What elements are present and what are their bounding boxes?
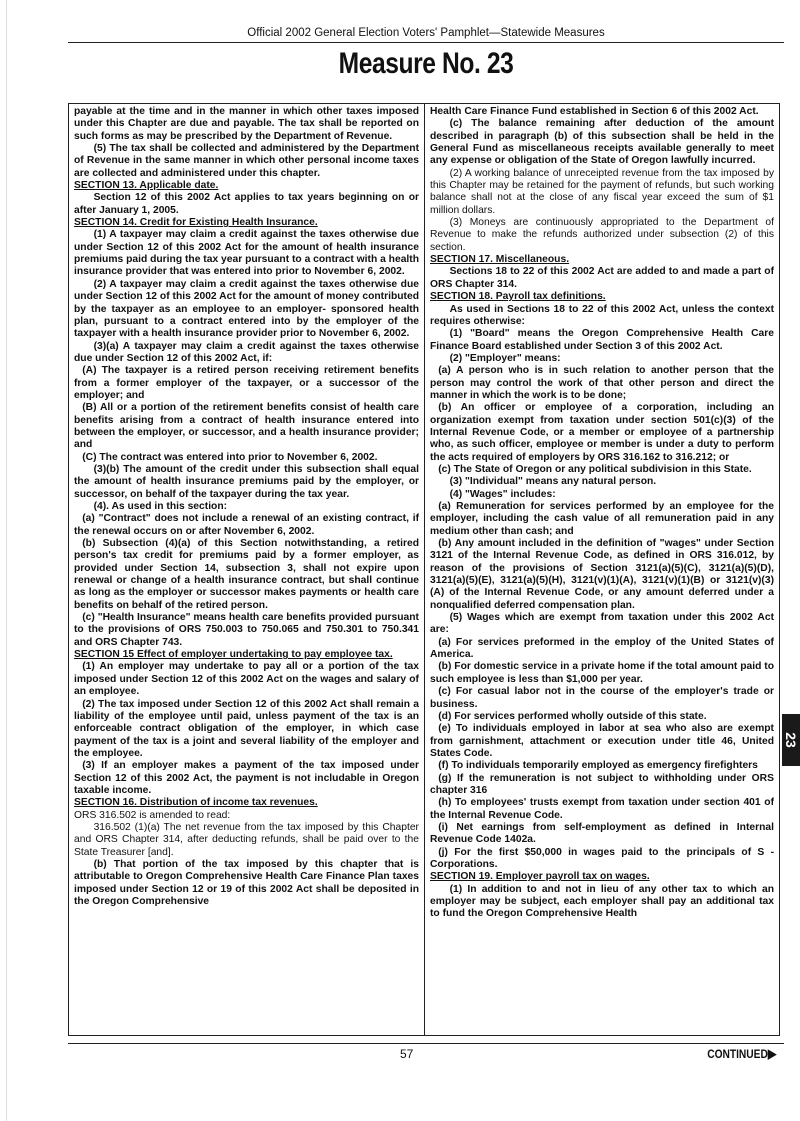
left-column [74,106,419,1032]
measure-side-tab [782,714,800,766]
paragraph: (4). As used in this section: [93,501,228,512]
paragraph: As used in Sections 18 to 22 of this 2002 Act, unless the context requires otherwise: [430,303,774,327]
page-number: 57 [400,1047,414,1061]
paragraph: (1) In addition to and not in lieu of any other tax to which an employer may be subject, each employer shall pay an additional tax to fund the Oregon Comprehensive Health [430,883,774,920]
paragraph: (B) All or a portion of the retirement benefits consist of health care benefits arising from a contract of health insurance entered into between the employer, or successor, and a health insurance provider; and [74,402,419,451]
continued-text: CONTINUED [706,1047,768,1061]
paragraph: Health Care Finance Fund established in Section 6 of this 2002 Act. [430,106,759,117]
paragraph: (c) The State of Oregon or any political subdivision in this State. [438,463,752,475]
measure-title: Measure No. 23 [338,47,514,80]
paragraph: (d) For services performed wholly outside of this state. [438,710,707,722]
paragraph: (b) That portion of the tax imposed by this chapter that is attributable to Oregon Comprehensive Health Care Finance Plan taxes imposed under Section 12 or 19 of this 2002 Act shall be deposited in the Oregon Comprehensive [74,858,419,907]
paragraph: Sections 18 to 22 of this 2002 Act are added to and made a part of ORS Chapter 314. [430,266,774,290]
paragraph: ORS 316.502 is amended to read: [74,809,231,821]
paragraph: SECTION 15 Effect of employer undertaking to pay employee tax. [74,649,393,661]
paragraph: SECTION 19. Employer payroll tax on wages. [430,871,650,883]
paragraph: (a) A person who is in such relation to another person that the person may control the work of that other person and direct the manner in which the work is to be done; [430,365,774,401]
column-divider [424,103,425,1036]
side-tab-label: 23 [783,732,799,748]
paragraph: (c) "Health Insurance" means health care benefits provided pursuant to the provisions of ORS 750.003 to 750.065 and 750.301 to 750.341 and ORS Chapter 743. [74,612,419,648]
paragraph: (c) The balance remaining after deduction of the amount described in paragraph (b) of this subsection shall be held in the General Fund as miscellaneous receipts available generally to meet any expense or obligation of the State of Oregon lawfully incurred. [430,118,774,167]
paragraph: (3) Moneys are continuously appropriated to the Department of Revenue to make the refunds authorized under subsection (2) of this section. [430,217,774,253]
paragraph: (a) "Contract" does not include a renewal of an existing contract, if the renewal occurs on or after November 6, 2002. [74,513,419,537]
paragraph: (3) If an employer makes a payment of the tax imposed under Section 12 of this 2002 Act, the payment is not includable in Oregon taxable income. [74,760,419,796]
paragraph: (b) Any amount included in the definition of "wages" under Section 3121 of the Internal Revenue Code, as defined in ORS 316.012, by reason of the provisions of Section 3121(a)(5)(C), 3121(a)(5)(D), 3121(a)(5)(E), 3121(a)(5)(H), 3121(v)(1)(A), 3121(v)(1)(B) or 3121(v)(3)(A) of the Internal Revenue Code, or any amount deferred under a nonqualified deferred compensation plan. [430,538,774,611]
paragraph: (1) "Board" means the Oregon Comprehensive Health Care Finance Board established under Section 3 of this 2002 Act. [430,328,774,352]
footer-rule [68,1043,784,1044]
paragraph: (2) "Employer" means: [449,352,561,364]
paragraph: (a) For services preformed in the employ of the United States of America. [430,636,774,661]
paragraph: SECTION 14. Credit for Existing Health Insurance. [74,217,318,229]
paragraph: (b) An officer or employee of a corporation, including an organization exempt from taxation under section 501(c)(3) of the Internal Revenue Code, or a member or employee of a partnership who, as such officer, employee or member is under a duty to perform the acts required of employers by ORS 316.162 to 316.212; or [430,402,774,463]
paragraph: (c) For casual labor not in the course of the employer's trade or business. [430,686,774,710]
paragraph: (i) Net earnings from self-employment as defined in Internal Revenue Code 1402a. [430,821,774,846]
scan-edge [6,0,7,1121]
header-rule [68,42,784,43]
paragraph: SECTION 16. Distribution of income tax revenues. [74,797,318,809]
running-header: Official 2002 General Election Voters' Pamphlet—Statewide Measures [247,27,605,39]
paragraph: (a) Remuneration for services performed by an employee for the employer, including the cash value of all remuneration paid in any medium other than cash; and [430,501,774,537]
paragraph: (e) To individuals employed in labor at sea who also are exempt from garnishment, attachment or execution under title 46, United States Code. [430,723,774,759]
paragraph: SECTION 17. Miscellaneous. [430,254,570,266]
paragraph: (3)(b) The amount of the credit under this subsection shall equal the amount of health insurance premiums paid by the employer, or successor, on behalf of the taxpayer during the tax year. [74,463,419,500]
paragraph: (3)(a) A taxpayer may claim a credit against the taxes otherwise due under Section 12 of this 2002 Act, if: [74,340,419,364]
paragraph: (j) For the first $50,000 in wages paid to the principals of S -Corporations. [430,846,774,870]
paragraph: Section 12 of this 2002 Act applies to tax years beginning on or after January 1, 2005. [74,192,419,216]
paragraph: (1) An employer may undertake to pay all or a portion of the tax imposed under Section 12 of this 2002 Act on the wages and salary of an employee. [74,661,419,698]
paragraph: (2) The tax imposed under Section 12 of this 2002 Act shall remain a liability of the employee until paid, unless payment of the tax is an enforceable contract obligation of the employer, in which case payment of the tax is a joint and several liability of the employer and the employee. [74,698,419,759]
paragraph: (f) To individuals temporarily employed as emergency firefighters [438,760,758,772]
paragraph: (A) The taxpayer is a retired person receiving retirement benefits from a former employer of the taxpayer, or a successor of the employer; and [74,365,419,401]
paragraph: (g) If the remuneration is not subject to withholding under ORS chapter 316 [430,772,774,796]
paragraph: (2) A working balance of unreceipted revenue from the tax imposed by this Chapter may be retained for the payment of refunds, but such working balance shall not at the close of any fiscal year exceed the sum of $1 million dollars. [430,167,774,216]
paragraph: (1) A taxpayer may claim a credit against the taxes otherwise due under Section 12 of this 2002 Act for the amount of health insurance premiums paid during the tax year pursuant to a contract with a health insurance provider that was entered into prior to November 6, 2002. [74,229,419,278]
continued-arrow-icon: ▶ [767,1046,776,1061]
paragraph: payable at the time and in the manner in which other taxes imposed under this Chapter are due and payable. The tax shall be reported on such forms as may be prescribed by the Department of Revenue. [74,106,419,142]
paragraph: (b) Subsection (4)(a) of this Section notwithstanding, a retired person's tax credit for premiums paid by a former employer, as provided under Section 14, subsection 3, shall not expire upon renewal or change of a health insurance contract, but shall continue as long as the employer or successor makes payments or health care benefits on behalf of the retired person. [74,538,419,611]
paragraph: (5) The tax shall be collected and administered by the Department of Revenue in the same manner in which other personal income taxes are collected and administered under this chapter. [74,143,419,179]
continued-label [707,1046,776,1062]
paragraph: SECTION 18. Payroll tax definitions. [430,291,606,303]
paragraph: (2) A taxpayer may claim a credit against the taxes otherwise due under Section 12 of this 2002 Act for the amount of money contributed by the taxpayer as an employee to an employer- sponsored health plan, pursuant to a contract entered into by the employer of the taxpayer with a health insurance provider prior to November 6, 2002. [74,278,419,340]
paragraph: (h) To employees' trusts exempt from taxation under section 401 of the Internal Revenue Code. [430,797,774,821]
paragraph: (b) For domestic service in a private home if the total amount paid to such employee is less than $1,000 per year. [430,661,774,685]
paragraph: (5) Wages which are exempt from taxation under this 2002 Act are: [430,612,774,636]
paragraph: (3) "Individual" means any natural person. [449,476,657,488]
paragraph: (C) The contract was entered into prior to November 6, 2002. [82,451,378,463]
paragraph: (4) "Wages" includes: [449,488,556,500]
paragraph: SECTION 13. Applicable date. [74,180,219,192]
paragraph: 316.502 (1)(a) The net revenue from the tax imposed by this Chapter and ORS Chapter 314, after deducting refunds, shall be paid over to the State Treasurer [and]. [74,821,419,858]
right-column [430,106,774,1032]
